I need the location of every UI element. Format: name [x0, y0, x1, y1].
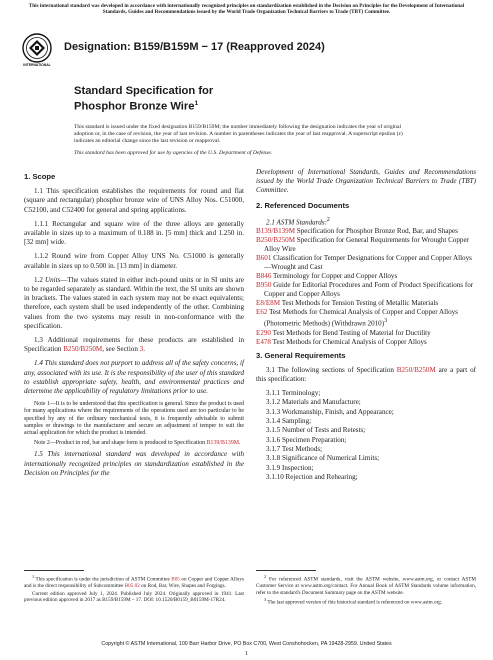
copyright-footer: Copyright © ASTM International, 100 Barr Harbor Drive, PO Box C700, West Conshohocken, PA 19428-2959. United States	[101, 641, 392, 647]
ref-link[interactable]: B250/B250M	[256, 236, 296, 245]
designation: Designation: B159/B159M − 17 (Reapproved 2024)	[64, 41, 325, 53]
para-1-3: 1.3 Additional requirements for these products are established in Specification B250/B250M, see Section 3.	[24, 336, 244, 354]
link-b05[interactable]: B05	[171, 576, 180, 583]
astm-logo	[20, 33, 54, 67]
ref-link[interactable]: B846	[256, 272, 272, 281]
list-item: 3.1.1 Terminology;	[266, 389, 321, 398]
ref-link[interactable]: E478	[256, 337, 271, 346]
para-1-5-continued: Development of International Standards, Guides and Recommendations issued by the World Trade Organization Technical Barriers to Trade (TBT) Committee.	[256, 168, 476, 195]
note-2: Note 2—Product in rod, bar and shape form is produced to Specification B139/B139M.	[34, 440, 241, 447]
wto-notice: This international standard was developed in accordance with internationally recognized principles on standardization established in the Decision on Principles for the Development of International Standards, Guides and Recommendations issued by the World Trade Organization Technical Barriers to Trade (TBT) Committee.	[28, 3, 465, 16]
ref-item: B250/B250M Specification for General Requirements for Wrought Copper Alloy Wire	[256, 236, 469, 254]
right-column	[256, 168, 476, 482]
ref-link[interactable]: B601	[256, 254, 272, 263]
section-heading-general-requirements: 3. General Requirements	[256, 350, 346, 360]
list-item: 3.1.9 Inspection;	[266, 463, 314, 472]
ref-item: E478 Test Methods for Chemical Analysis of Copper Alloys	[256, 337, 427, 346]
link-b250[interactable]: B250/B250M	[396, 365, 436, 374]
left-column	[24, 168, 244, 483]
list-item: 3.1.2 Materials and Manufacture;	[266, 398, 361, 407]
para-1-5: 1.5 This international standard was developed in accordance with internationally recognized principles on standardization established in the Decision on Principles for the	[24, 450, 244, 477]
footnote-rule-right	[256, 570, 316, 571]
ref-link[interactable]: B950	[256, 281, 272, 290]
list-item: 3.1.10 Rejection and Rehearing;	[266, 472, 358, 481]
list-item: 3.1.7 Test Methods;	[266, 444, 323, 453]
ref-item: B950 Guide for Editorial Procedures and Form of Product Specifications for Copper and Copper Alloys	[256, 281, 474, 299]
title-line-1: Standard Specification for	[74, 85, 214, 97]
list-item: 3.1.6 Specimen Preparation;	[266, 435, 347, 444]
ref-link[interactable]: E62	[256, 308, 268, 317]
ref-intro: 2.1 ASTM Standards:$^2$	[266, 216, 330, 227]
para-1-1: 1.1 This specification establishes the requirements for round and flat (square and rectangular) phosphor bronze wire of UNS Alloy Nos. C51000, C52100, and C52400 for general and spring applications.	[24, 187, 244, 214]
ref-item: B601 Classification for Temper Designations for Copper and Copper Alloys—Wrought and Cast	[256, 254, 472, 272]
title-line-2: Phosphor Bronze Wire$^1$	[74, 99, 199, 113]
list-item: 3.1.4 Sampling;	[266, 417, 312, 426]
footnote-2-3: $^2$ For referenced ASTM standards, visit the ASTM website, www.astm.org, or contact ASTM Customer Service at www.astm.org/contact. For Annual Book of ASTM Standards volume information, refer to the standard's Document Summary page on the ASTM website. $^3$ The last approved version of this historical standard is referenced on www.astm.org.	[256, 574, 477, 606]
footnote-1: $^1$ This specification is under the jurisdiction of ASTM Committee B05 on Copper and Copper Alloys and is the direct responsibility of Subcommittee B05.02 on Rod, Bar, Wire, Shapes and Forgings. Current edition approved July 1, 2024. Published July 2024. Originally approved in 1941. Last previous edition approved in 2017 as B159/B159M – 17. DOI: 10.1520/B0159_B0159M-17R24.	[24, 574, 244, 603]
para-1-1-2: 1.1.2 Round wire from Copper Alloy UNS No. C51000 is generally available in sizes up to 0.500 in. [13 mm] in diameter.	[24, 252, 244, 270]
para-3-1: 3.1 The following sections of Specification B250/B250M are a part of this specification:	[256, 365, 476, 383]
ref-item: B846 Terminology for Copper and Copper Alloys	[256, 272, 398, 281]
link-b250[interactable]: B250/B250M	[63, 345, 103, 354]
ref-item: B139/B139M Specification for Phosphor Bronze Rod, Bar, and Shapes	[256, 227, 458, 236]
ref-link[interactable]: E290	[256, 328, 271, 337]
list-item: 3.1.8 Significance of Numerical Limits;	[266, 454, 380, 463]
section-heading-referenced-documents: 2. Referenced Documents	[256, 200, 350, 210]
para-1-4: 1.4 This standard does not purport to address all of the safety concerns, if any, associated with its use. It is the responsibility of the user of this standard to establish appropriate safety, health, and environmental practices and determine the applicability of regulatory limitations prior to use.	[24, 359, 244, 396]
list-item: 3.1.3 Workmanship, Finish, and Appearance;	[266, 407, 394, 416]
link-section-3[interactable]: 3	[139, 345, 144, 354]
logo-text: INTERNATIONAL	[23, 63, 51, 67]
link-b05-02[interactable]: B05.02	[124, 583, 140, 590]
link-b139[interactable]: B139/B139M	[206, 440, 239, 447]
para-1-1-1: 1.1.1 Rectangular and square wire of the three alloys are generally available in sizes up to a maximum of 0.188 in. [5 mm] thick and 1.250 in. [32 mm] wide.	[24, 219, 244, 247]
ref-link[interactable]: E8/E8M	[256, 299, 281, 308]
issuance-statement: This standard is issued under the fixed designation B159/B159M; the number immediately following the designation indicates the year of original adoption or, in the case of revision, the year of last revision. A number in parentheses indicates the year of last reapproval. A superscript epsilon (ε) indicates an editorial change since the last revision or reapproval.	[74, 124, 403, 144]
dod-approval: This standard has been approved for use by agencies of the U.S. Department of Defense.	[74, 150, 273, 156]
list-item: 3.1.5 Number of Tests and Retests;	[266, 426, 366, 435]
footnote-rule-left	[24, 570, 84, 571]
note-1: Note 1—It is to be understood that this specification is general. Since the product is used for many applications where the requirements of the operations used are too particular to be specified by any of the ordinary mechanical tests, it is frequently advisable to submit samples or drawings to the manufacturer and secure an adjustment of temper to suit the actual application for which the product is intended.	[24, 401, 244, 437]
page-number: 1	[245, 651, 248, 657]
ref-item: E290 Test Methods for Bend Testing of Material for Ductility	[256, 328, 431, 337]
section-heading-scope: 1. Scope	[24, 172, 56, 181]
ref-item: E8/E8M Test Methods for Tension Testing of Metallic Materials	[256, 299, 439, 308]
para-1-2: 1.2 Units—The values stated in either inch-pound units or in SI units are to be regarded separately as standard. Within the text, the SI units are shown in brackets. The values stated in each system may not be exact equivalents; therefore, each system shall be used independently of the other. Combining values from the two systems may result in non-conformance with the specification.	[24, 275, 244, 330]
ref-item: E62 Test Methods for Chemical Analysis of Copper and Copper Alloys (Photometric Methods) (Withdrawn 2010)$^3$	[256, 308, 458, 328]
ref-link[interactable]: B139/B139M	[256, 227, 296, 236]
document-title	[74, 85, 213, 113]
